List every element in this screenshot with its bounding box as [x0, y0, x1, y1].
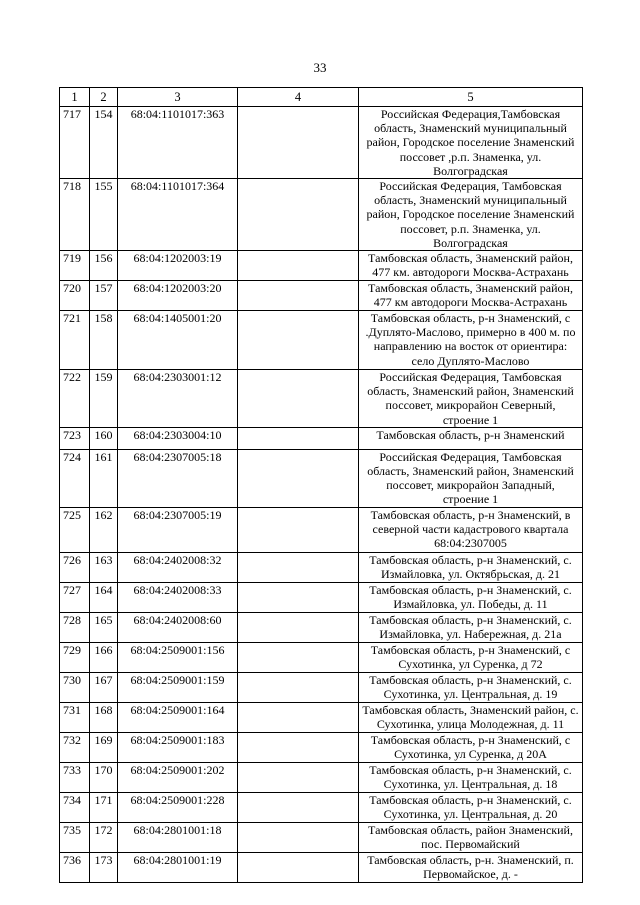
cell-cadastral-number: 68:04:1101017:363: [118, 107, 238, 179]
cell-sub-number: 169: [90, 732, 118, 762]
cell-address: Тамбовская область, р-н Знаменский, с. Сухотинка, ул. Центральная, д. 20: [359, 792, 583, 822]
table-row: [60, 672, 583, 702]
cell-address: Тамбовская область, р-н Знаменский, с. Измайловка, ул. Октябрьская, д. 21: [359, 552, 583, 582]
cell-row-number: 717: [60, 107, 90, 179]
cell-cadastral-number: 68:04:2307005:18: [118, 449, 238, 507]
table-row: [60, 281, 583, 311]
cell-address: Тамбовская область, р-н Знаменский, в северной части кадастрового квартала 68:04:2307005: [359, 507, 583, 552]
cell-address: Тамбовская область, р-н Знаменский, с Сухотинка, ул Суренка, д 20А: [359, 732, 583, 762]
cell-address: Российская Федерация, Тамбовская область, Знаменский район, Знаменский поссовет, микрорайон Северный, строение 1: [359, 370, 583, 428]
table-row: [60, 642, 583, 672]
cell-column-4: [238, 702, 359, 732]
table-row: [60, 251, 583, 281]
cell-sub-number: 172: [90, 822, 118, 852]
cell-column-4: [238, 612, 359, 642]
cell-cadastral-number: 68:04:2307005:19: [118, 507, 238, 552]
cell-sub-number: 157: [90, 281, 118, 311]
cell-column-4: [238, 762, 359, 792]
table-row: [60, 107, 583, 179]
cell-sub-number: 167: [90, 672, 118, 702]
cell-sub-number: 162: [90, 507, 118, 552]
column-header-4: 4: [238, 88, 359, 107]
cell-cadastral-number: 68:04:2402008:32: [118, 552, 238, 582]
cell-sub-number: 173: [90, 852, 118, 882]
cell-row-number: 727: [60, 582, 90, 612]
cell-cadastral-number: 68:04:1202003:20: [118, 281, 238, 311]
table-row: [60, 311, 583, 370]
table-row: [60, 370, 583, 428]
cell-sub-number: 154: [90, 107, 118, 179]
cell-sub-number: 170: [90, 762, 118, 792]
cell-cadastral-number: 68:04:2509001:202: [118, 762, 238, 792]
cell-column-4: [238, 672, 359, 702]
cell-column-4: [238, 370, 359, 428]
cell-cadastral-number: 68:04:2801001:19: [118, 852, 238, 882]
table-row: [60, 732, 583, 762]
cell-row-number: 720: [60, 281, 90, 311]
cell-sub-number: 163: [90, 552, 118, 582]
cell-row-number: 721: [60, 311, 90, 370]
cell-address: Тамбовская область, Знаменский район, 477 км. автодороги Москва-Астрахань: [359, 251, 583, 281]
cell-column-4: [238, 792, 359, 822]
cell-sub-number: 156: [90, 251, 118, 281]
cell-cadastral-number: 68:04:2509001:159: [118, 672, 238, 702]
cell-column-4: [238, 507, 359, 552]
column-header-5: 5: [359, 88, 583, 107]
cell-address: Российская Федерация,Тамбовская область, Знаменский муниципальный район, Городское поселение Знаменский поссовет ,р.п. Знаменка, ул. Волгоградская: [359, 107, 583, 179]
cell-column-4: [238, 427, 359, 449]
table-row: [60, 179, 583, 251]
cell-address: Тамбовская область, р-н Знаменский, с. Измайловка, ул. Набережная, д. 21а: [359, 612, 583, 642]
cell-cadastral-number: 68:04:2303004:10: [118, 427, 238, 449]
column-header-3: 3: [118, 88, 238, 107]
cell-row-number: 734: [60, 792, 90, 822]
cell-row-number: 722: [60, 370, 90, 428]
cell-cadastral-number: 68:04:2402008:60: [118, 612, 238, 642]
table-row: [60, 507, 583, 552]
table-row: [60, 822, 583, 852]
cell-sub-number: 155: [90, 179, 118, 251]
cell-column-4: [238, 281, 359, 311]
cell-address: Тамбовская область, р-н Знаменский: [359, 427, 583, 449]
cell-column-4: [238, 822, 359, 852]
cell-cadastral-number: 68:04:2509001:164: [118, 702, 238, 732]
cell-cadastral-number: 68:04:1101017:364: [118, 179, 238, 251]
cell-row-number: 732: [60, 732, 90, 762]
table-row: [60, 612, 583, 642]
cell-cadastral-number: 68:04:1202003:19: [118, 251, 238, 281]
cell-address: Тамбовская область, р-н Знаменский, с .Дуплято-Маслово, примерно в 400 м. по направлению на восток от ориентира: село Дуплято-Маслово: [359, 311, 583, 370]
cell-address: Тамбовская область, район Знаменский, пос. Первомайский: [359, 822, 583, 852]
cell-cadastral-number: 68:04:2402008:33: [118, 582, 238, 612]
cell-row-number: 731: [60, 702, 90, 732]
table-row: [60, 449, 583, 507]
cell-address: Российская Федерация, Тамбовская область, Знаменский муниципальный район, Городское поселение Знаменский поссовет, р.п. Знаменка, ул. Волгоградская: [359, 179, 583, 251]
table-row: [60, 427, 583, 449]
table-row: [60, 702, 583, 732]
cell-row-number: 719: [60, 251, 90, 281]
table-row: [60, 852, 583, 882]
cell-sub-number: 158: [90, 311, 118, 370]
cell-column-4: [238, 311, 359, 370]
column-header-2: 2: [90, 88, 118, 107]
cell-column-4: [238, 642, 359, 672]
cell-cadastral-number: 68:04:1405001:20: [118, 311, 238, 370]
cell-column-4: [238, 449, 359, 507]
property-registry-table: [59, 87, 583, 883]
cell-address: Тамбовская область, р-н Знаменский, с Сухотинка, ул Суренка, д 72: [359, 642, 583, 672]
cell-cadastral-number: 68:04:2509001:228: [118, 792, 238, 822]
cell-address: Тамбовская область, Знаменский район, с. Сухотинка, улица Молодежная, д. 11: [359, 702, 583, 732]
cell-column-4: [238, 251, 359, 281]
table-row: [60, 552, 583, 582]
cell-row-number: 718: [60, 179, 90, 251]
cell-sub-number: 171: [90, 792, 118, 822]
cell-sub-number: 168: [90, 702, 118, 732]
cell-address: Тамбовская область, р-н Знаменский, с. Измайловка, ул. Победы, д. 11: [359, 582, 583, 612]
cell-address: Тамбовская область, р-н. Знаменский, п. Первомайское, д. -: [359, 852, 583, 882]
cell-sub-number: 165: [90, 612, 118, 642]
cell-row-number: 724: [60, 449, 90, 507]
table-row: [60, 582, 583, 612]
cell-cadastral-number: 68:04:2509001:156: [118, 642, 238, 672]
cell-address: Тамбовская область, р-н Знаменский, с. Сухотинка, ул. Центральная, д. 19: [359, 672, 583, 702]
cell-address: Тамбовская область, р-н Знаменский, с. Сухотинка, ул. Центральная, д. 18: [359, 762, 583, 792]
cell-row-number: 729: [60, 642, 90, 672]
cell-row-number: 723: [60, 427, 90, 449]
cell-row-number: 736: [60, 852, 90, 882]
cell-cadastral-number: 68:04:2303001:12: [118, 370, 238, 428]
cell-address: Российская Федерация, Тамбовская область, Знаменский район, Знаменский поссовет, микрорайон Западный, строение 1: [359, 449, 583, 507]
cell-column-4: [238, 732, 359, 762]
cell-column-4: [238, 582, 359, 612]
cell-row-number: 726: [60, 552, 90, 582]
cell-cadastral-number: 68:04:2509001:183: [118, 732, 238, 762]
cell-sub-number: 166: [90, 642, 118, 672]
column-header-1: 1: [60, 88, 90, 107]
cell-address: Тамбовская область, Знаменский район, 477 км автодороги Москва-Астрахань: [359, 281, 583, 311]
cell-column-4: [238, 179, 359, 251]
cell-row-number: 730: [60, 672, 90, 702]
cell-sub-number: 161: [90, 449, 118, 507]
cell-column-4: [238, 852, 359, 882]
cell-sub-number: 159: [90, 370, 118, 428]
cell-cadastral-number: 68:04:2801001:18: [118, 822, 238, 852]
table-row: [60, 762, 583, 792]
cell-row-number: 733: [60, 762, 90, 792]
cell-sub-number: 164: [90, 582, 118, 612]
cell-row-number: 735: [60, 822, 90, 852]
cell-column-4: [238, 107, 359, 179]
table-header-row: [60, 88, 583, 107]
table-row: [60, 792, 583, 822]
table-body: [60, 88, 583, 883]
cell-sub-number: 160: [90, 427, 118, 449]
cell-row-number: 728: [60, 612, 90, 642]
cell-column-4: [238, 552, 359, 582]
page-number: 33: [313, 60, 327, 75]
cell-row-number: 725: [60, 507, 90, 552]
